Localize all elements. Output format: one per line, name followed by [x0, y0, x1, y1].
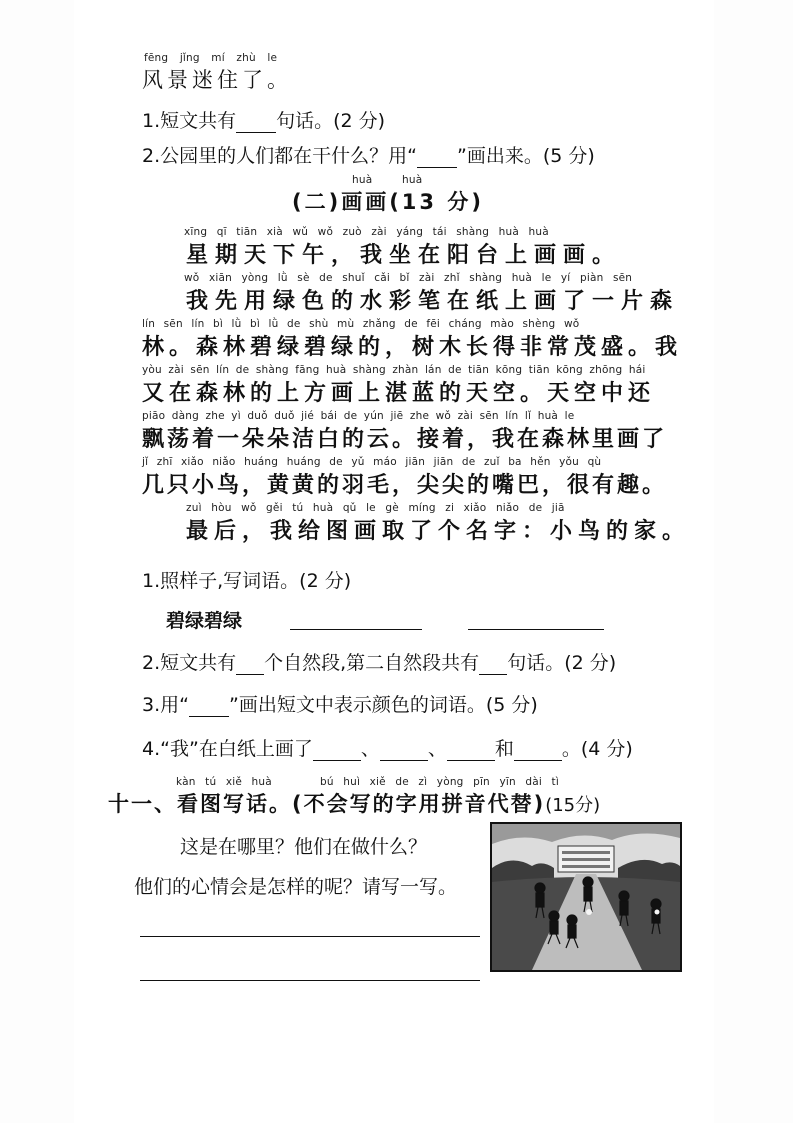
question-3	[142, 690, 538, 717]
question-2-prev	[142, 141, 595, 168]
passage-text-line: 林。森林碧绿碧绿的，树木长得非常茂盛。我	[142, 335, 683, 360]
passage-text-line: 几只小鸟，黄黄的羽毛，尖尖的嘴巴，很有趣。	[142, 473, 668, 498]
question-2	[142, 648, 616, 675]
section-score: (15分)	[545, 795, 601, 816]
passage-text-line: 风景迷住了。	[142, 68, 292, 92]
passage-text-line: 又在森林的上方画上湛蓝的天空。天空中还	[142, 381, 656, 406]
writing-line[interactable]	[140, 936, 480, 937]
question-text: ”画出来。(5 分)	[456, 145, 595, 167]
question-text: 个自然段,第二自然段共有	[264, 652, 480, 674]
question-text: 2.短文共有	[142, 652, 237, 674]
passage-text-line: 飘荡着一朵朵洁白的云。接着，我在森林里画了	[142, 427, 668, 452]
answer-blank[interactable]	[514, 738, 562, 761]
pinyin-line: xīng qī tiān xià wǔ wǒ zuò zài yáng tái shàng huà huà	[184, 226, 549, 238]
question-text: 。(4 分)	[561, 738, 633, 760]
example-word: 碧绿碧绿	[166, 610, 243, 632]
pinyin-line: jǐ zhī xiǎo niǎo huáng huáng de yǔ máo jiān jiān de zuǐ ba hěn yǒu qù	[142, 456, 602, 468]
answer-line[interactable]	[290, 629, 422, 630]
title-pinyin: huà	[352, 174, 373, 186]
section-title	[108, 788, 600, 818]
answer-blank[interactable]	[236, 110, 276, 133]
playground-illustration	[490, 822, 682, 972]
passage-text-line: 我先用绿色的水彩笔在纸上画了一片森	[186, 289, 680, 314]
pinyin-line: lín sēn lín bì lǜ bì lǜ de shù mù zhǎng de fēi cháng mào shèng wǒ	[142, 318, 580, 330]
question-text: ”画出短文中表示颜色的词语。(5 分)	[228, 694, 538, 716]
pinyin-line: wǒ xiān yòng lǜ sè de shuǐ cǎi bǐ zài zhǐ shàng huà le yí piàn sēn	[184, 272, 633, 284]
question-1-prev	[142, 106, 385, 133]
pinyin-line: bú huì xiě de zì yòng pīn yīn dài tì	[320, 776, 559, 788]
writing-prompt: 他们的心情会是怎样的呢？请写一写。	[134, 876, 458, 898]
question-text: 3.用“	[142, 694, 189, 716]
answer-blank[interactable]	[313, 738, 361, 761]
pinyin-line: zuì hòu wǒ gěi tú huà qǔ le gè míng zi xiǎo niǎo de jiā	[186, 502, 565, 514]
question-text: 和	[494, 738, 514, 760]
question-text: 4.“我”在白纸上画了	[142, 738, 313, 760]
question-1: 1.照样子,写词语。(2 分)	[142, 570, 352, 592]
answer-blank[interactable]	[479, 652, 507, 675]
answer-blank[interactable]	[380, 738, 428, 761]
passage-text-line: 最后，我给图画取了个名字：小鸟的家。	[186, 519, 691, 544]
pinyin-line: fēng jǐng mí zhù le	[144, 52, 278, 64]
question-text: 1.短文共有	[142, 110, 237, 132]
pinyin-line: piāo dàng zhe yì duǒ duǒ jié bái de yún jiē zhe wǒ zài sēn lín lǐ huà le	[142, 410, 575, 422]
answer-blank[interactable]	[236, 652, 264, 675]
question-4	[142, 734, 633, 761]
writing-prompt: 这是在哪里？他们在做什么？	[180, 836, 428, 858]
answer-blank[interactable]	[417, 145, 457, 168]
writing-line[interactable]	[140, 980, 480, 981]
pinyin-line: kàn tú xiě huà	[176, 776, 272, 788]
answer-blank[interactable]	[447, 738, 495, 761]
question-text: 、	[427, 738, 447, 760]
question-text: 句话。(2 分)	[276, 110, 386, 132]
question-text: 2.公园里的人们都在干什么？用“	[142, 145, 417, 167]
section-title: (二)画画(13 分)	[292, 190, 484, 214]
section-title-main: 十一、看图写话。(不会写的字用拼音代替)	[108, 792, 546, 816]
passage-text-line: 星期天下午，我坐在阳台上画画。	[186, 243, 622, 268]
answer-line[interactable]	[468, 629, 604, 630]
question-text: 、	[360, 738, 380, 760]
pinyin-line: yòu zài sēn lín de shàng fāng huà shàng zhàn lán de tiān kōng tiān kōng zhōng hái	[142, 364, 646, 376]
title-pinyin: huà	[402, 174, 423, 186]
answer-blank[interactable]	[189, 694, 229, 717]
question-text: 句话。(2 分)	[507, 652, 617, 674]
